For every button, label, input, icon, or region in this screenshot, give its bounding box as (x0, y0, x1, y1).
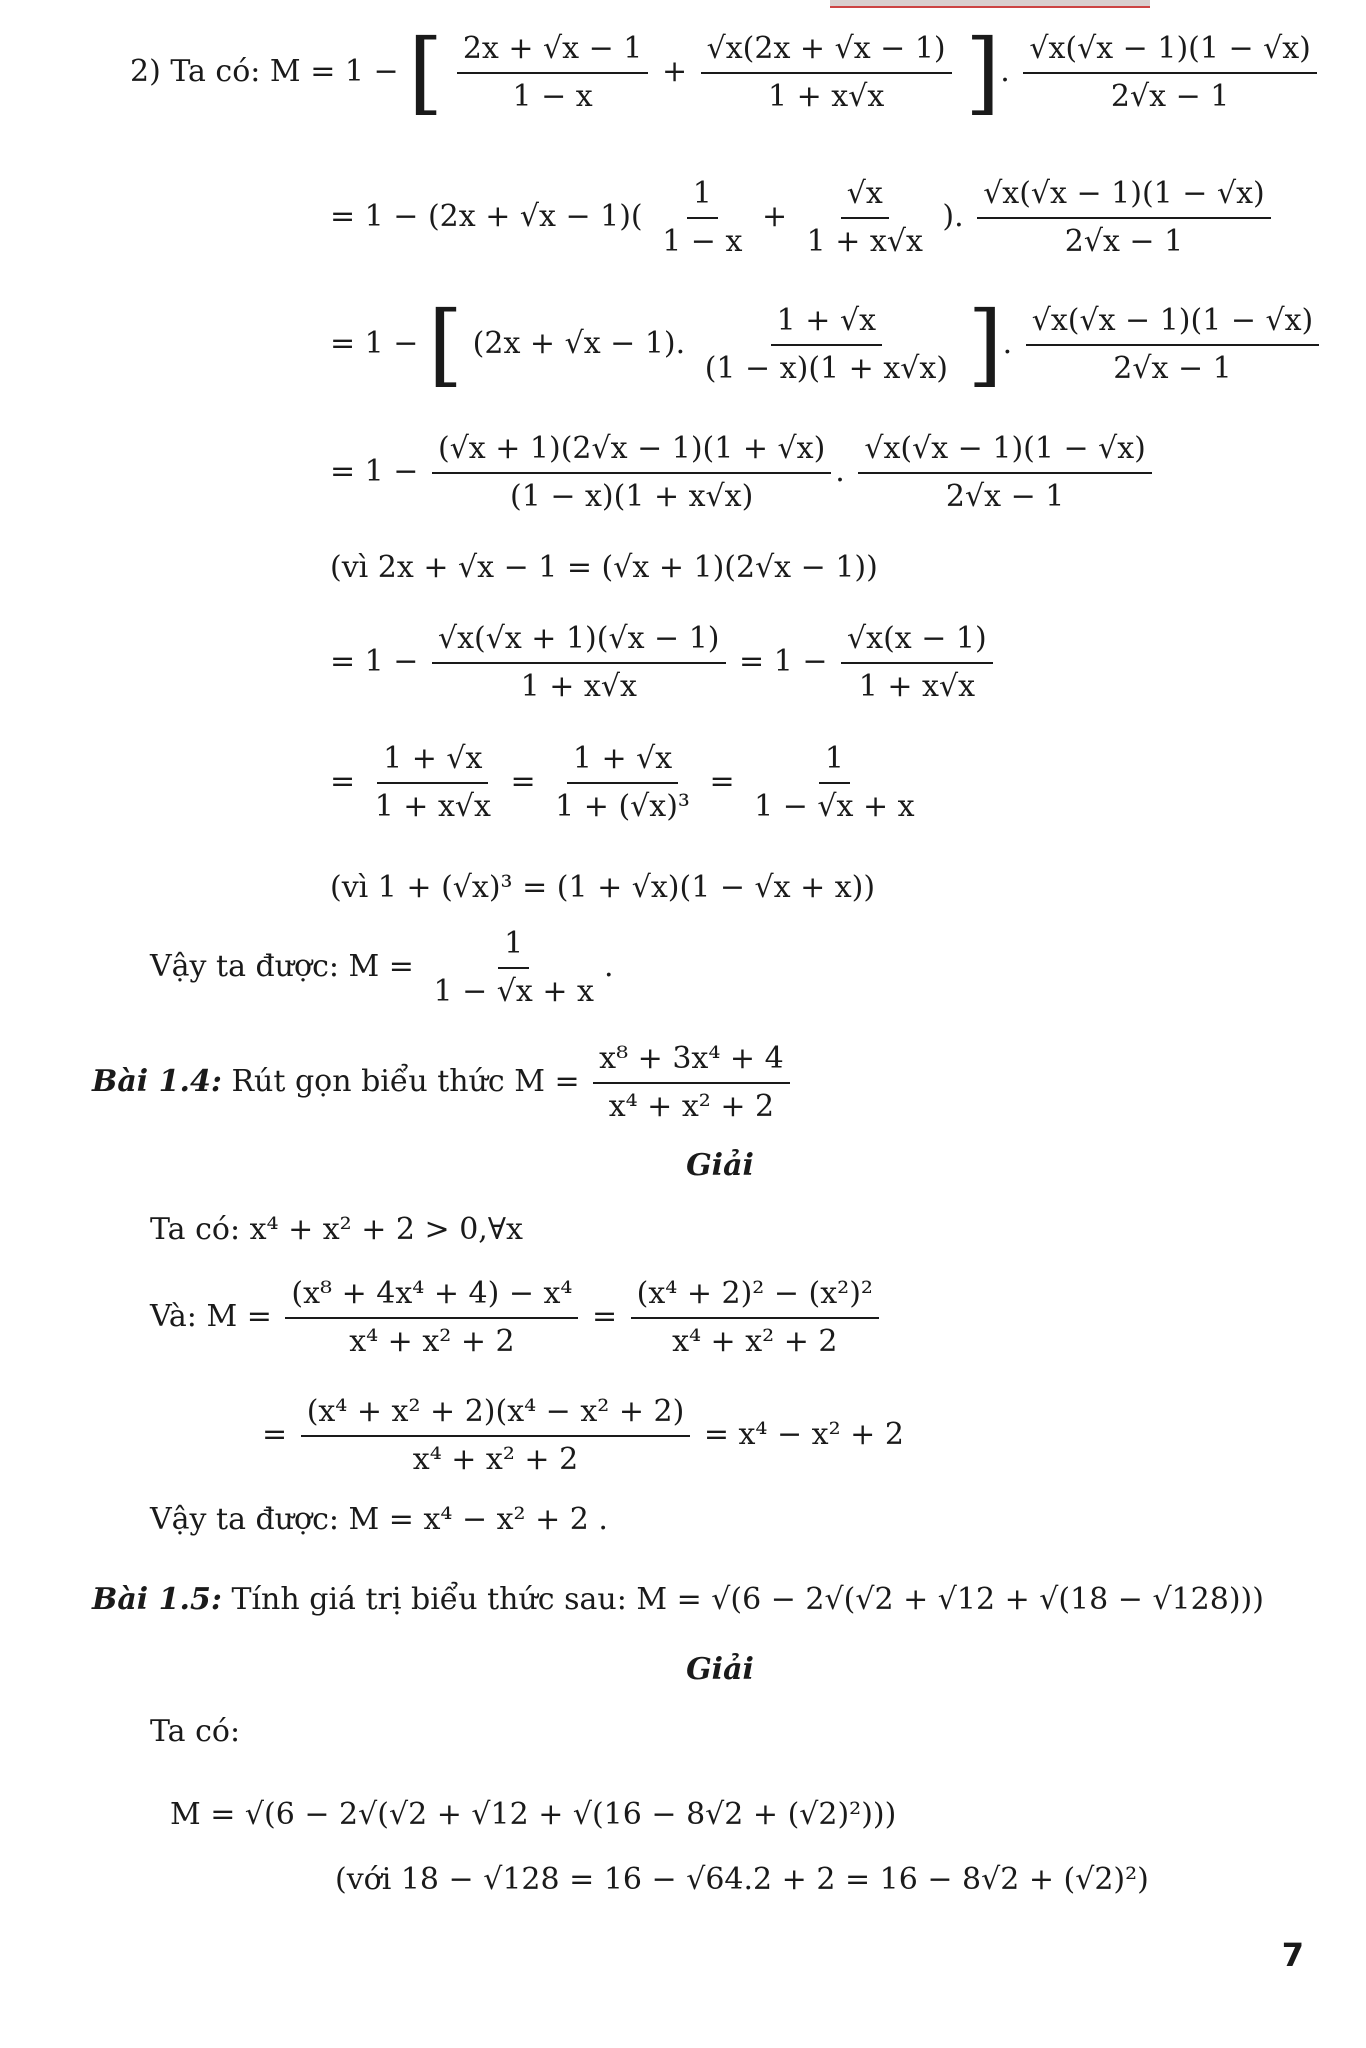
eq-line-2: = 1 − (2x + √x − 1)( $\frac{1}{1 - x}$ + $\frac{√x}{1 + x√x}$ ). $\frac{√x(√x - 1)(1 - √x)}{2√x - 1}$ (330, 175, 1275, 261)
step-1-5-b: M = √(6 − 2√(√2 + √12 + √(16 − 8√2 + (√2)²))) (170, 1797, 897, 1832)
page-number: 7 (1281, 1936, 1304, 1974)
eq-line-5: = 1 − $\frac{√x(√x + 1)(√x - 1)}{1 + x√x}$ = 1 − $\frac{√x(x - 1)}{1 + x√x}$ (330, 620, 997, 706)
result-section2: Vậy ta được: M = $\frac{1}{1 - √x + x}$ . (150, 926, 614, 1009)
note-2: (vì 1 + (√x)³ = (1 + √x)(1 − √x + x)) (330, 870, 876, 905)
solution-heading-1-5: Giải (686, 1652, 754, 1687)
result-1-4: Vậy ta được: M = x⁴ − x² + 2 . (150, 1502, 608, 1537)
step-1-4-b: Và: M = $\frac{\text{(x⁸ + 4x⁴ + 4) − x⁴}}{\text{x⁴ + x² + 2}}$ = $\frac{\text{(x⁴ + 2)² − (x²)²}}{\text{x⁴ + x² + 2}}$ (150, 1275, 883, 1361)
eq-line-4: = 1 − $\frac{(√x + 1)(2√x - 1)(1 + √x)}{(1 - x)(1 + x√x)}$ . $\frac{√x(√x - 1)(1 - √x)}{2√x - 1}$ (330, 430, 1156, 516)
problem-1-4: Bài 1.4: Rút gọn biểu thức M = $\frac{\text{x⁸ + 3x⁴ + 4}}{\text{x⁴ + x² + 2}}$ (92, 1040, 794, 1126)
step-1-4-c: = $\frac{\text{(x⁴ + x² + 2)(x⁴ − x² + 2)}}{\text{x⁴ + x² + 2}}$ = x⁴ − x² + 2 (262, 1394, 904, 1477)
step-1-5-c: (với 18 − √128 = 16 − √64.2 + 2 = 16 − 8√2 + (√2)²) (335, 1862, 1149, 1897)
solution-heading-1-4: Giải (686, 1148, 754, 1183)
eq-line-1: 2) Ta có: M = 1 − [ $\frac{2x + √x - 1}{1 - x}$ + $\frac{√x(2x + √x - 1)}{1 + x√x}$ ]. $\frac{√x(√x - 1)(1 - √x)}{2√x - 1}$ (130, 28, 1321, 118)
eq-line-3: = 1 − [ (2x + √x − 1). $\frac{1 + √x}{(1 - x)(1 + x√x)}$ ]. $\frac{√x(√x - 1)(1 - √x)}{2√x - 1}$ (330, 300, 1323, 390)
step-1-4-a: Ta có: x⁴ + x² + 2 > 0,∀x (150, 1212, 523, 1247)
problem-1-5: Bài 1.5: Tính giá trị biểu thức sau: M = √(6 − 2√(√2 + √12 + √(18 − √128))) (92, 1582, 1264, 1617)
top-edge-mark (830, 0, 1150, 8)
eq-line-6: = $\frac{1 + √x}{1 + x√x}$ = $\frac{1 + √x}{\text{1 + (√x)³}}$ = $\frac{1}{1 - √x + x}$ (330, 741, 915, 824)
note-1: (vì 2x + √x − 1 = (√x + 1)(2√x − 1)) (330, 550, 878, 585)
step-1-5-a: Ta có: (150, 1714, 241, 1749)
